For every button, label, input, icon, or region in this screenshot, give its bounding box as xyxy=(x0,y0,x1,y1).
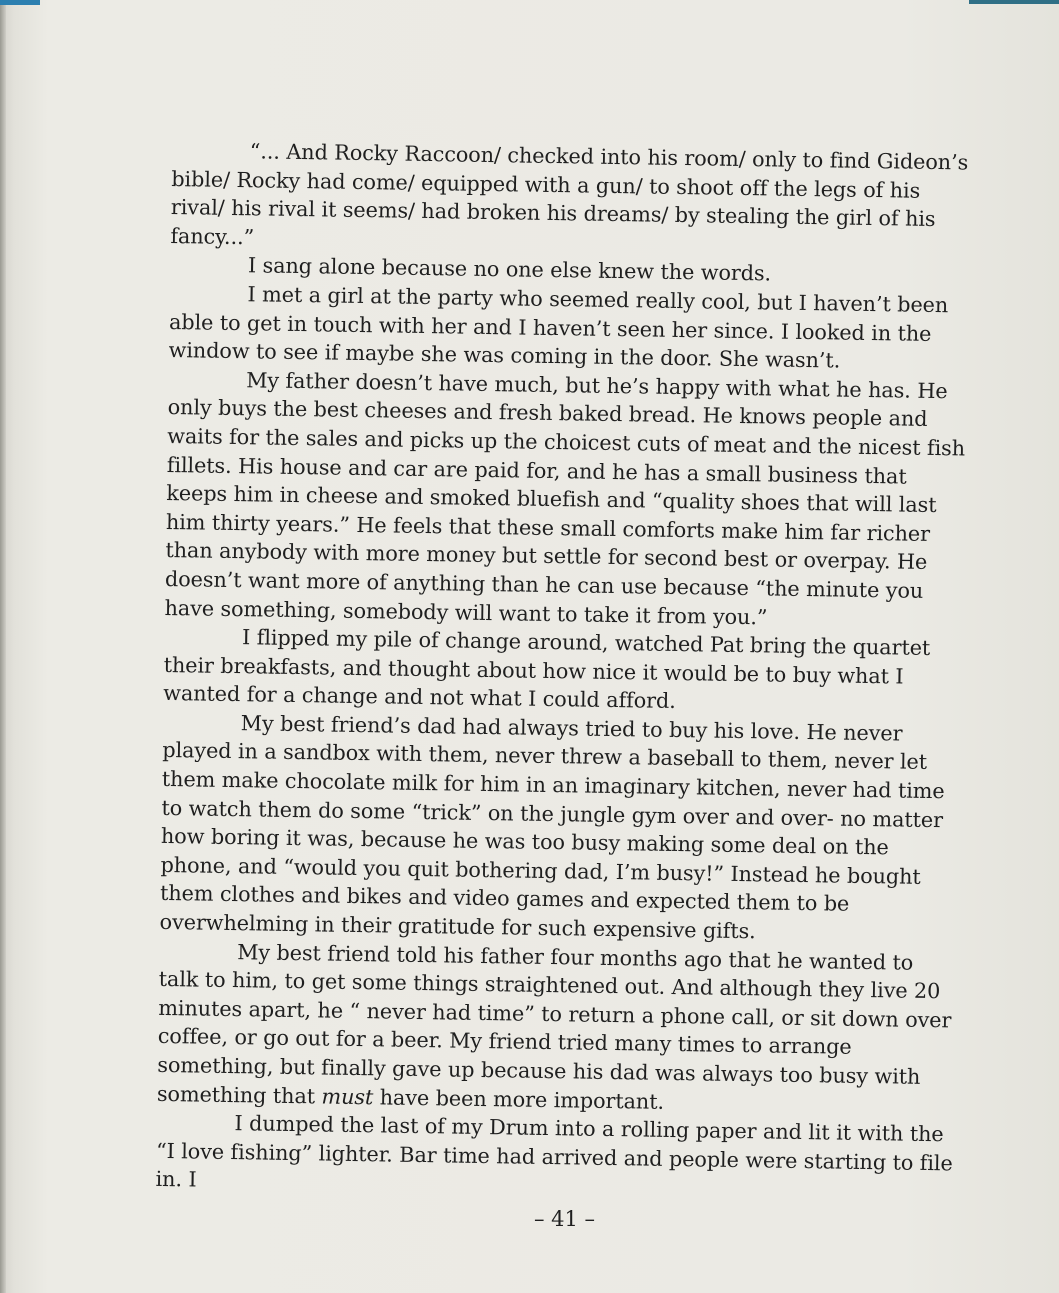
page-number: – 41 – xyxy=(533,1207,596,1231)
paragraph-told-his-father xyxy=(157,937,960,1121)
paragraph-my-father: My father doesn’t have much, but he’s happy with what he has. He only buys the best cheeses and fresh baked bread. He knows people and waits for the sales and picks up the choicest cuts of meat and the nicest fish fillets. His house and car are paid for, and he has a small business that keeps him in cheese and smoked bluefish and “quality shoes that will last him thirty years.” He feels that these small comforts make him far richer than anybody with more money but settle for second best or overpay. He doesn’t want more of anything than he can use because “the minute you have something, somebody will want to take it from you.” xyxy=(164,367,966,629)
paragraph-text-before-emphasis: My best friend told his father four months ago that he wanted to talk to him, to get some things straightened out. And although they live 20 minutes apart, he “ never had time” to return a phone call, or sit down over coffee, or go out for a beer. My friend tried many times to arrange something, but finally gave up because his dad was always too busy with something that xyxy=(156,939,952,1109)
emphasized-word: must xyxy=(321,1084,374,1109)
scan-edge-accent xyxy=(0,0,40,5)
body-text xyxy=(155,136,972,1206)
scan-edge-accent-right xyxy=(969,0,1059,4)
paragraph-best-friends-dad: My best friend’s dad had always tried to buy his love. He never played in a sandbox with them, never threw a baseball to them, never let them make chocolate milk for him in an imaginary kitchen, never had time to watch them do some “trick” on the jungle gym over and over- no matter how boring it was, because he was too busy making some deal on the phone, and “would you quit bothering dad, I’m busy!” Instead he bought them clothes and bikes and video games and expected them to be overwhelming in their gratitude for such expensive gifts. xyxy=(159,711,945,944)
paragraph-met-a-girl: I met a girl at the party who seemed really cool, but I haven’t been able to get in touch with her and I haven’t seen her since. I looked in the window to see if maybe she was coming in the door. She wasn’t. xyxy=(168,282,949,373)
paragraph-song-lyrics: “... And Rocky Raccoon/ checked into his room/ only to find Gideon’s bible/ Rocky had come/ equipped with a gun/ to shoot off the legs of his rival/ his rival it seems/ had broken his dreams/ by stealing the girl of his fancy...” xyxy=(170,139,969,250)
paragraph-dumped-drum: I dumped the last of my Drum into a rolling paper and lit it with the “I love fishing” lighter. Bar time had arrived and people were starting to file in. I xyxy=(155,1111,953,1192)
paragraph-sang-alone: I sang alone because no one else knew the words. xyxy=(247,253,772,286)
paragraph-text-after-emphasis: have been more important. xyxy=(373,1084,665,1114)
page-binding-edge xyxy=(0,0,6,1293)
paragraph-flipped-change: I flipped my pile of change around, watched Pat bring the quartet their breakfasts, and thought about how nice it would be to buy what I wanted for a change and not what I could afford. xyxy=(163,625,931,714)
